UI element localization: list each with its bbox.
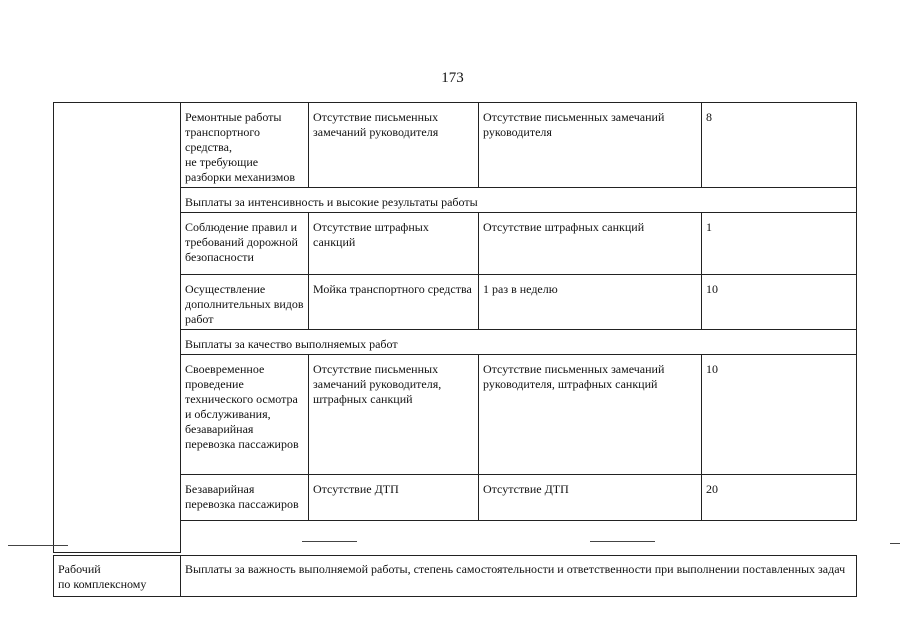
scan-mark	[302, 541, 357, 542]
section-title-quality: Выплаты за качество выполняемых работ	[181, 330, 857, 355]
criterion-cell: Осуществление дополнительных видов работ	[181, 275, 309, 330]
criterion-cell: Безаварийная перевозка пассажиров	[181, 475, 309, 521]
frequency-cell: Отсутствие письменных замечаний руководителя	[479, 103, 702, 188]
position-cell-empty	[54, 103, 181, 553]
position-table	[53, 555, 857, 597]
bonus-criteria-table	[53, 102, 857, 553]
condition-cell: Отсутствие письменных замечаний руководителя, штрафных санкций	[309, 355, 479, 475]
frequency-cell: 1 раз в неделю	[479, 275, 702, 330]
page-number: 173	[441, 70, 464, 86]
points-cell: 10	[702, 355, 857, 475]
table-row	[54, 103, 857, 188]
section-title-importance: Выплаты за важность выполняемой работы, степень самостоятельности и ответственности при выполнении поставленных задач	[181, 556, 857, 597]
scan-mark	[8, 545, 68, 546]
section-title-intensity: Выплаты за интенсивность и высокие результаты работы	[181, 188, 857, 213]
points-cell: 8	[702, 103, 857, 188]
points-cell: 10	[702, 275, 857, 330]
criterion-cell: Соблюдение правил и требований дорожной безопасности	[181, 213, 309, 275]
criterion-cell: Ремонтные работы транспортного средства, не требующие разборки механизмов	[181, 103, 309, 188]
frequency-cell: Отсутствие письменных замечаний руководителя, штрафных санкций	[479, 355, 702, 475]
condition-cell: Отсутствие ДТП	[309, 475, 479, 521]
points-cell: 1	[702, 213, 857, 275]
condition-cell: Отсутствие штрафных санкций	[309, 213, 479, 275]
position-cell: Рабочий по комплексному	[54, 556, 181, 597]
condition-cell: Мойка транспортного средства	[309, 275, 479, 330]
scan-mark	[590, 541, 655, 542]
frequency-cell: Отсутствие ДТП	[479, 475, 702, 521]
scan-mark	[890, 543, 900, 544]
table-row	[54, 556, 857, 597]
points-cell: 20	[702, 475, 857, 521]
frequency-cell: Отсутствие штрафных санкций	[479, 213, 702, 275]
condition-cell: Отсутствие письменных замечаний руководителя	[309, 103, 479, 188]
criterion-cell: Своевременное проведение технического осмотра и обслуживания, безаварийная перевозка пассажиров	[181, 355, 309, 475]
